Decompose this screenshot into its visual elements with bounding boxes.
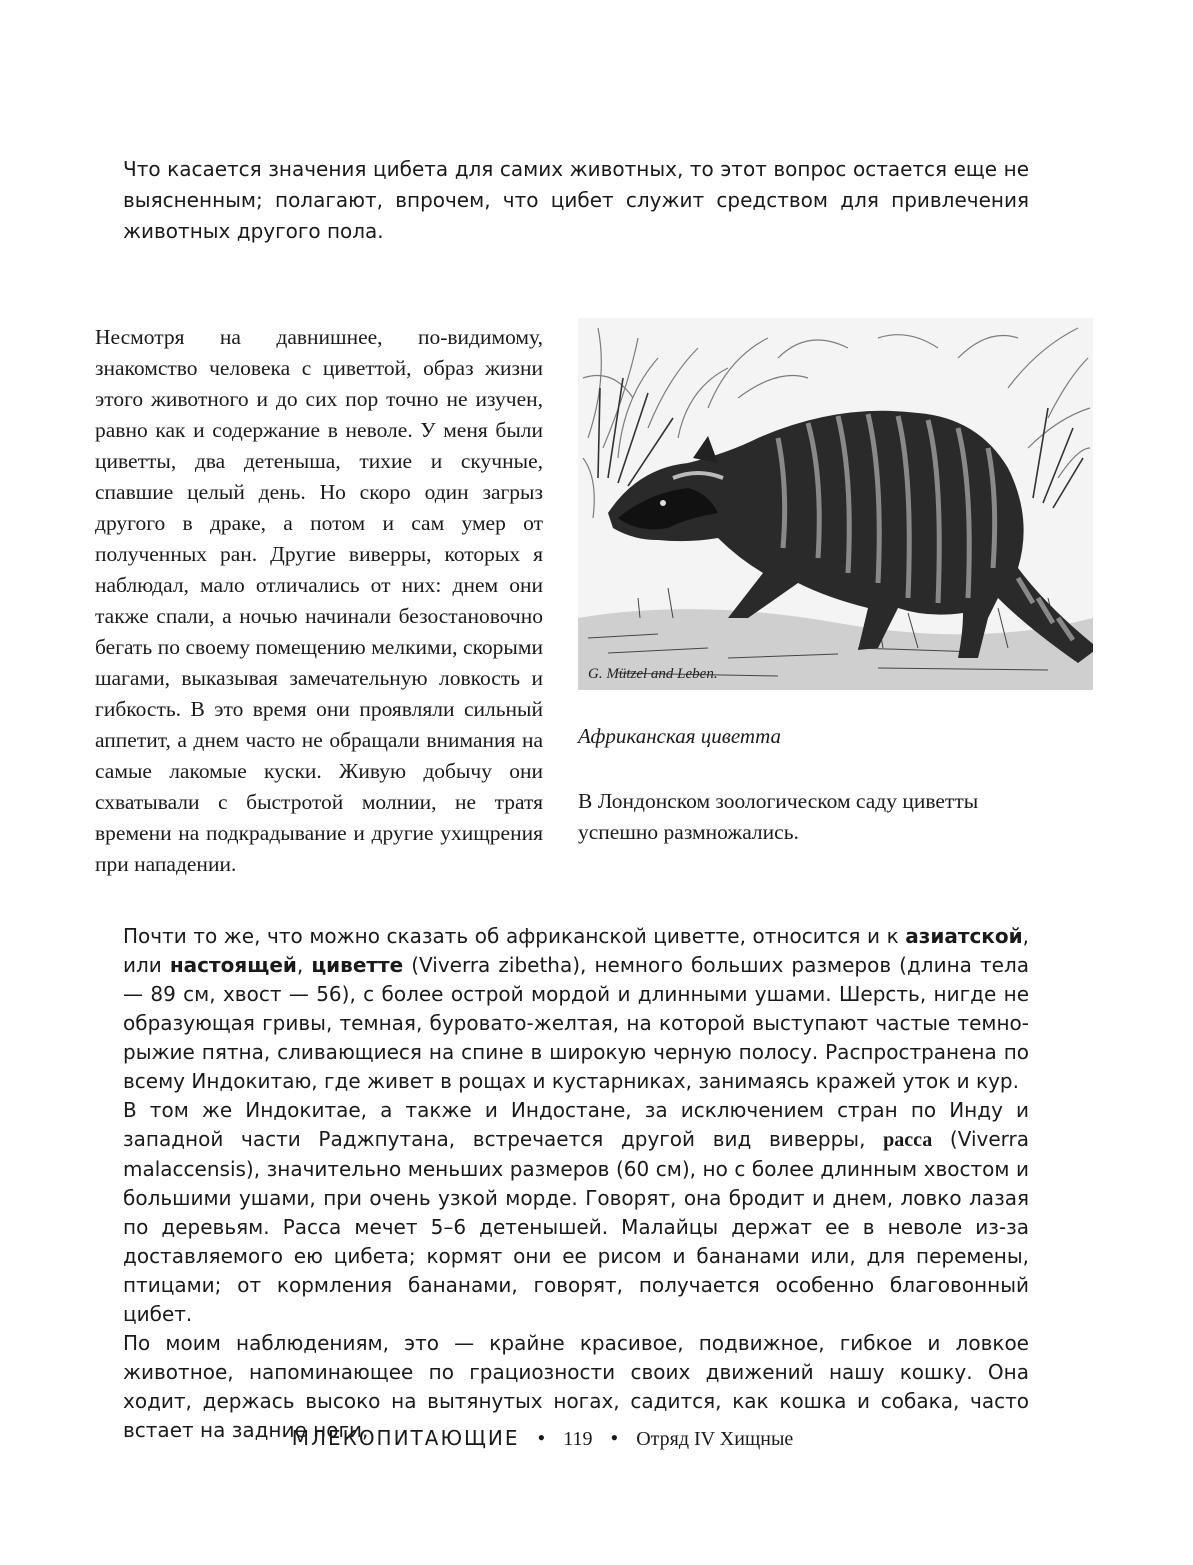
- text-run: (Viverra zibetha), немного больших размеров (длина тела — 89 см, хвост — 56), с более острой мордой и длинными ушами. Шерсть, нигде не образующая гривы, темная, буровато-желтая, на которой выступают частые темно-рыжие пятна, сливающиеся на спине в широкую черную полосу. Распространена по всему Индокитаю, где живет в рощах и кустарниках, занимаясь кражей уток и кур.: [123, 953, 1029, 1093]
- paragraph-asian-civet: [123, 922, 1029, 1096]
- text-run: Почти то же, что можно сказать об африканской циветте, относится и к: [123, 924, 906, 948]
- paragraph-observations: По моим наблюдениям, это — крайне красивое, подвижное, гибкое и ловкое животное, напоминающее по грациозности своих движений нашу кошку. Она ходит, держась высоко на вытянутых ногах, садится, как кошка и собака, часто встает на задние ноги,: [123, 1331, 1029, 1442]
- artist-signature: G. Mützel and Leben.: [588, 666, 718, 682]
- bullet-icon: •: [610, 1425, 619, 1450]
- paragraph-rasse: [123, 1096, 1029, 1329]
- term-bold: циветте: [311, 953, 404, 977]
- bullet-icon: •: [537, 1425, 546, 1450]
- page-number: 119: [563, 1428, 593, 1450]
- left-column-paragraph: Несмотря на давнишнее, по-видимому, знакомство человека с циветтой, образ жизни этого животного и до сих пор точно не изучен, равно как и содержание в неволе. У меня были циветты, два детеныша, тихие и скучные, спавшие целый день. Но скоро один загрыз другого в драке, а потом и сам умер от полученных ран. Другие виверры, которых я наблюдал, мало отличались от них: днем они также спали, а ночью начинали безостановочно бегать по своему помещению мелкими, скорыми шагами, выказывая замечательную ловкость и гибкость. В это время они проявляли сильный аппетит, а днем часто не обращали внимания на самые лакомые куски. Живую добычу они схватывали с быстротой молнии, не тратя времени на подкрадывание и другие ухищрения при нападении.: [95, 325, 543, 876]
- main-text: [123, 922, 1029, 1445]
- term-bold: настоящей: [169, 953, 297, 977]
- text-run: ,: [296, 953, 312, 977]
- figure-caption: Африканская циветта: [578, 724, 782, 748]
- page-footer: [0, 1425, 1085, 1451]
- footer-section: МЛЕКОПИТАЮЩИЕ: [291, 1426, 520, 1450]
- text-run: , или: [123, 924, 1029, 977]
- term-bold: расса: [883, 1129, 933, 1151]
- intro-paragraph: Что касается значения цибета для самих животных, то этот вопрос остается еще не выясненным; полагают, впрочем, что цибет служит средством для привлечения животных другого пола.: [123, 157, 1029, 243]
- text-run: (Viverra malaccensis), значительно меньших размеров (60 см), но с более длинным хвостом и большими ушами, при очень узкой морде. Говорят, она бродит и днем, ловко лазая по деревьям. Расса мечет 5–6 детенышей. Малайцы держат ее в неволе из-за доставляемого ею цибета; кормят они ее рисом и бананами или, для перемены, птицами; от кормления бананами, говорят, получается особенно благовонный цибет.: [123, 1127, 1030, 1326]
- text-run: В том же Индокитае, а также и Индостане, за исключением стран по Инду и западной части Раджпутана, встречается другой вид виверры,: [123, 1098, 1029, 1151]
- civet-illustration: [578, 318, 1093, 690]
- footer-chapter: Отряд IV Хищные: [636, 1428, 794, 1450]
- right-note-paragraph: В Лондонском зоологическом саду циветты успешно размножались.: [578, 789, 979, 844]
- term-bold: азиатской: [905, 924, 1023, 948]
